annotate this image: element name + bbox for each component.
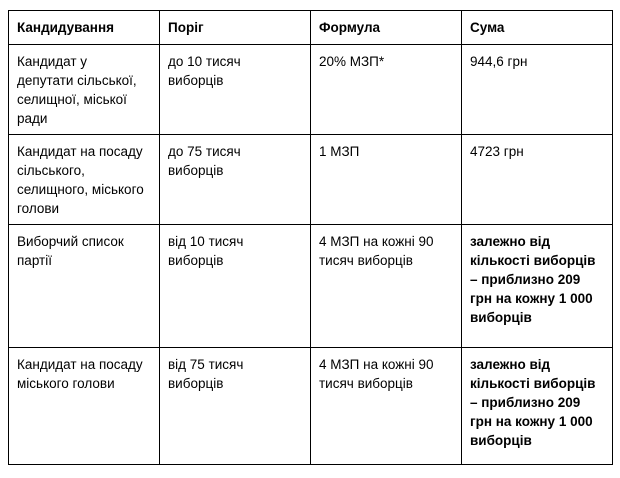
cell-candidacy: Кандидат на посаду міського голови <box>9 348 160 465</box>
cell-sum: залежно від кількості виборців – приблизно 209 грн на кожну 1 000 виборців <box>462 348 613 465</box>
cell-formula: 4 МЗП на кожні 90 тисяч виборців <box>311 225 462 348</box>
cell-threshold: від 10 тисяч виборців <box>160 225 311 348</box>
election-deposit-table <box>8 10 613 465</box>
cell-sum: 4723 грн <box>462 135 613 225</box>
cell-formula: 20% МЗП* <box>311 45 462 135</box>
cell-candidacy: Кандидат у депутати сільської, селищної, міської ради <box>9 45 160 135</box>
table-row <box>9 348 613 465</box>
cell-threshold: до 75 тисяч виборців <box>160 135 311 225</box>
table-row <box>9 45 613 135</box>
table-header-row <box>9 11 613 45</box>
header-sum: Сума <box>462 11 613 45</box>
cell-candidacy: Виборчий список партії <box>9 225 160 348</box>
cell-sum: 944,6 грн <box>462 45 613 135</box>
cell-sum: залежно від кількості виборців – приблизно 209 грн на кожну 1 000 виборців <box>462 225 613 348</box>
header-formula: Формула <box>311 11 462 45</box>
cell-formula: 1 МЗП <box>311 135 462 225</box>
header-candidacy: Кандидування <box>9 11 160 45</box>
table-row <box>9 135 613 225</box>
cell-threshold: від 75 тисяч виборців <box>160 348 311 465</box>
cell-formula: 4 МЗП на кожні 90 тисяч виборців <box>311 348 462 465</box>
cell-candidacy: Кандидат на посаду сільського, селищного, міського голови <box>9 135 160 225</box>
header-threshold: Поріг <box>160 11 311 45</box>
cell-threshold: до 10 тисяч виборців <box>160 45 311 135</box>
table-row <box>9 225 613 348</box>
